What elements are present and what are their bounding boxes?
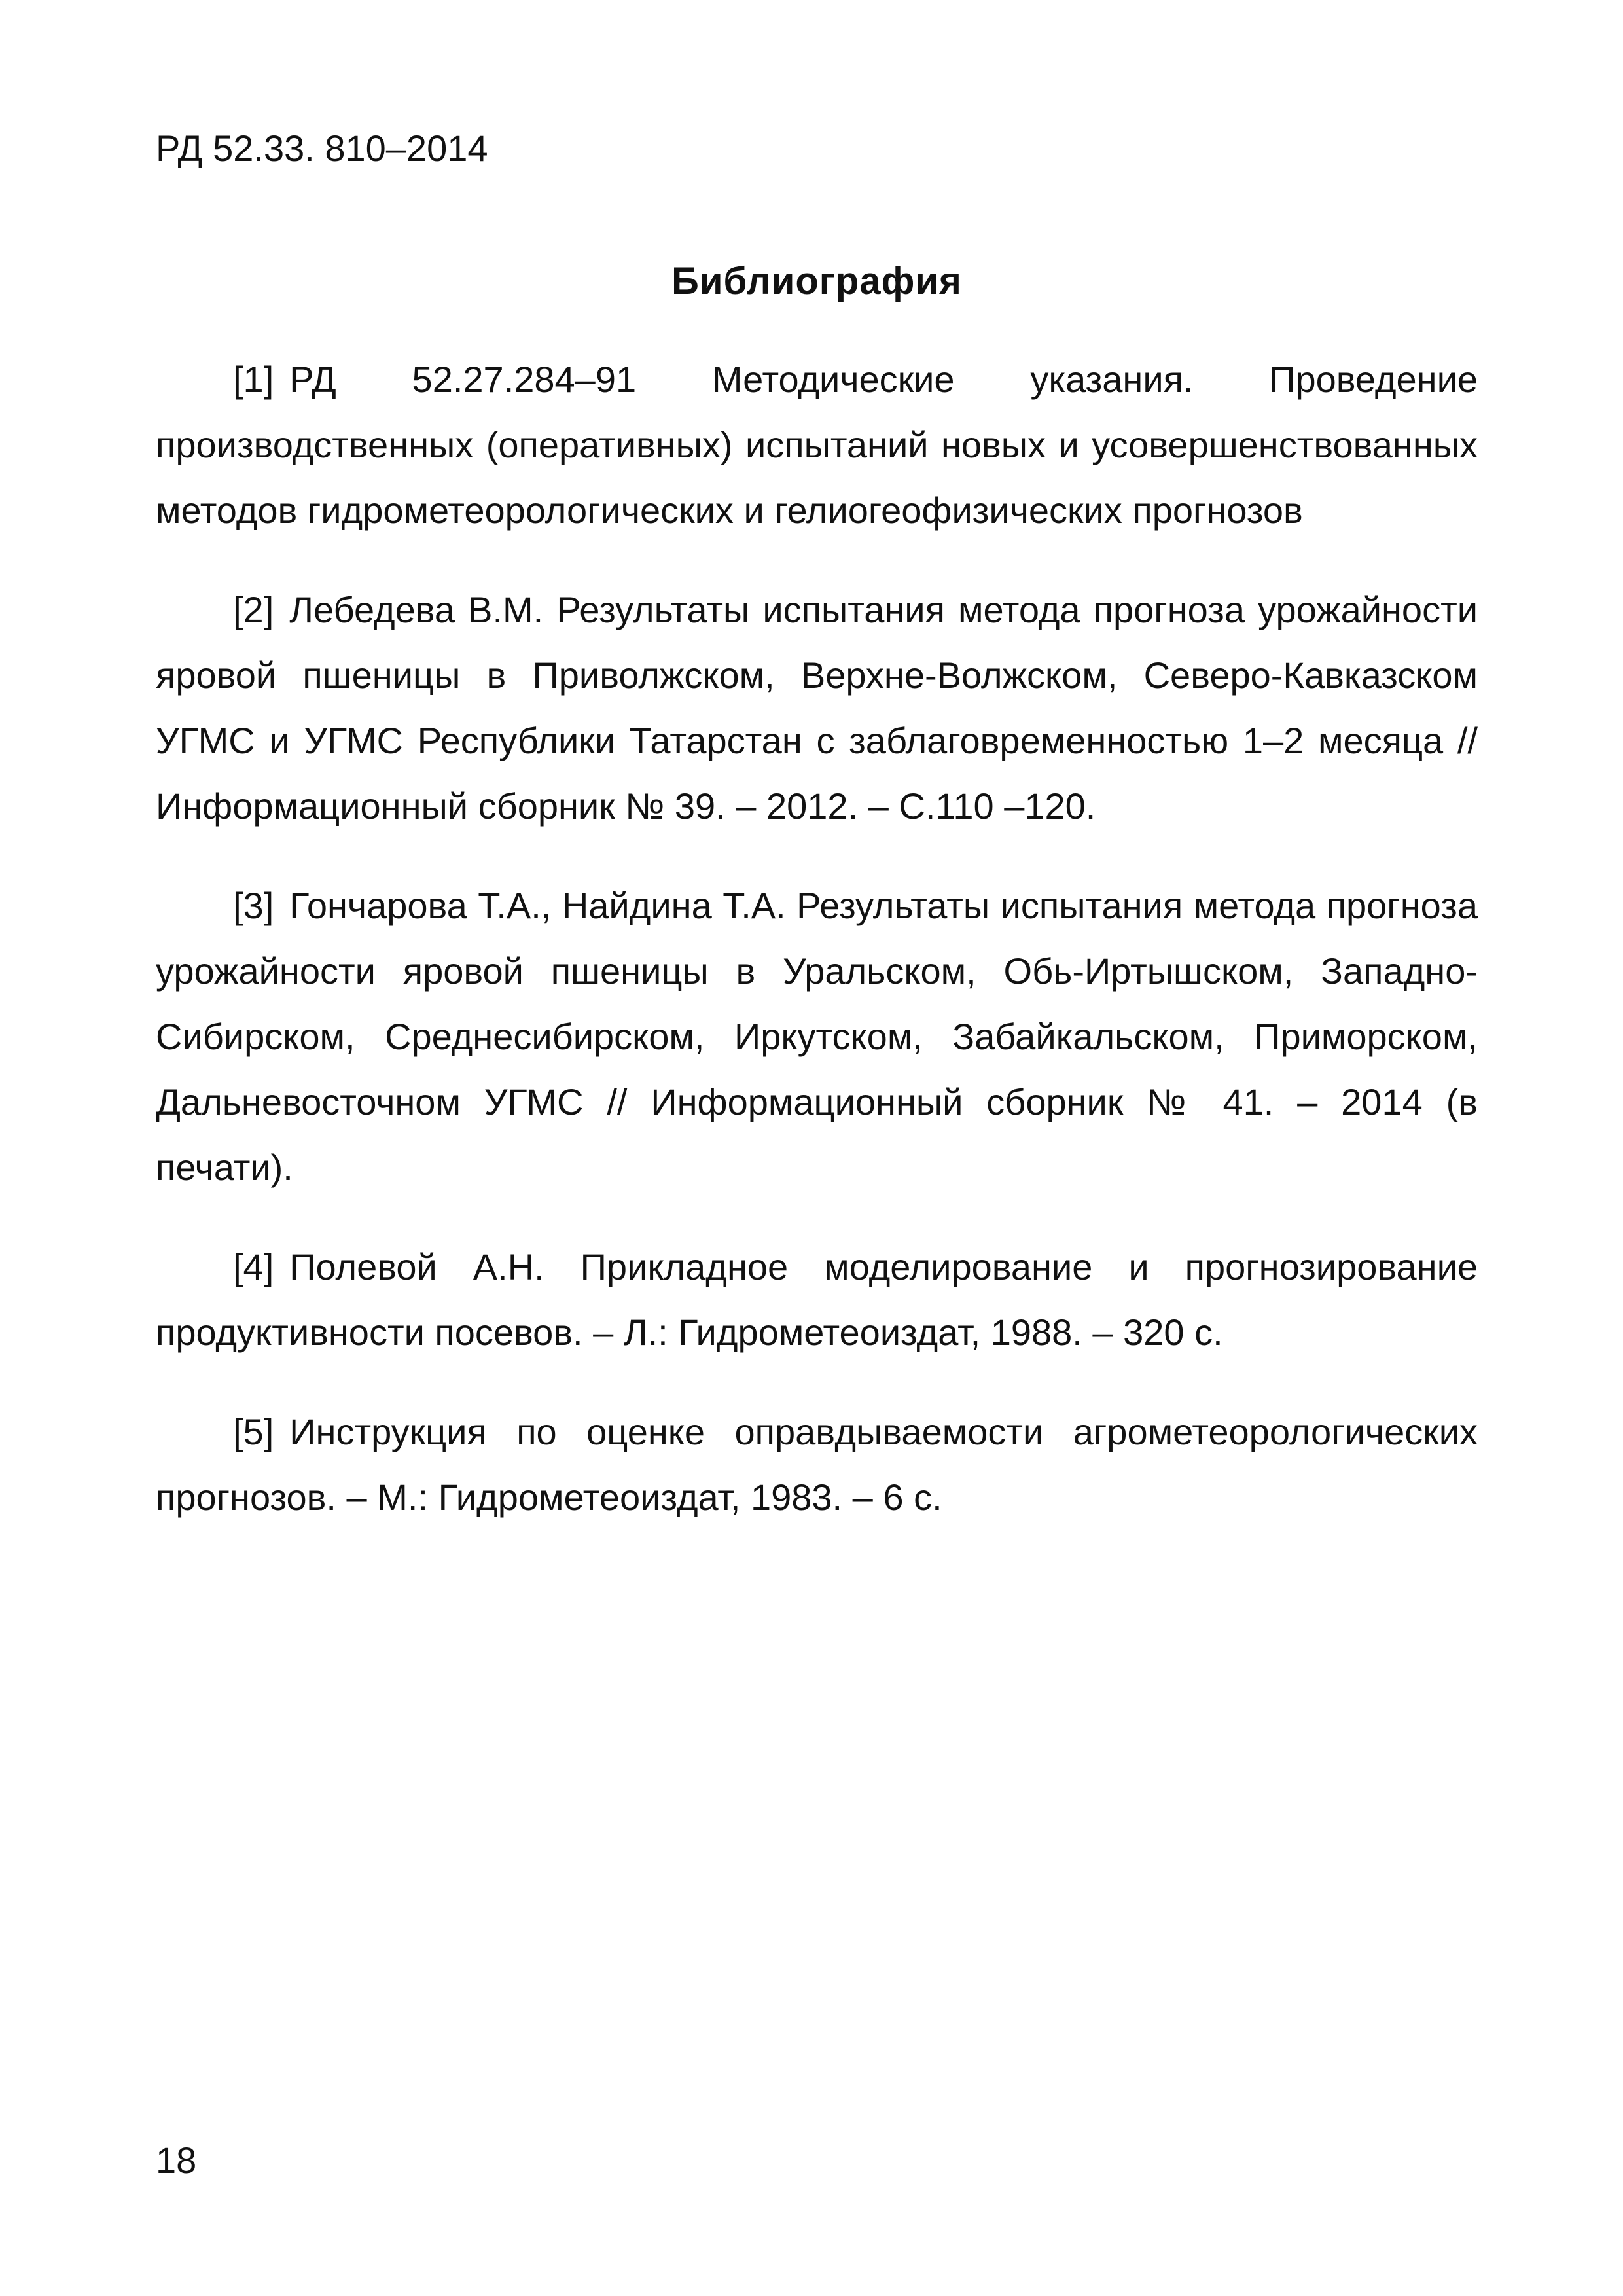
reference-number: [2] <box>233 589 274 630</box>
reference-text: РД 52.27.284–91 Методические указания. Проведение производственных (оперативных) испытаний новых и усовершенствованных методов гидрометеорологических и гелиогеофизических прогнозов <box>156 359 1478 531</box>
reference-item-3 <box>156 873 1478 1200</box>
reference-number: [1] <box>233 359 274 400</box>
reference-text: Гончарова Т.А., Найдина Т.А. Результаты испытания метода прогноза урожайности яровой пшеницы в Уральском, Обь-Иртышском, Западно-Сибирском, Среднесибирском, Иркутском, Забайкальском, Приморском, Дальневосточном УГМС // Информационный сборник № 41. – 2014 (в печати). <box>156 885 1478 1188</box>
page-number: 18 <box>156 2140 197 2181</box>
reference-item-4 <box>156 1234 1478 1365</box>
reference-item-1 <box>156 347 1478 543</box>
bibliography-title: Библиография <box>671 260 962 302</box>
reference-number: [3] <box>233 885 274 926</box>
reference-item-5 <box>156 1399 1478 1530</box>
document-code: РД 52.33. 810–2014 <box>156 128 488 169</box>
reference-item-2 <box>156 577 1478 839</box>
reference-text: Инструкция по оценке оправдываемости агрометеорологических прогнозов. – М.: Гидрометеоиздат, 1983. – 6 с. <box>156 1411 1478 1518</box>
reference-number: [4] <box>233 1246 274 1287</box>
reference-text: Лебедева В.М. Результаты испытания метода прогноза урожайности яровой пшеницы в Приволжском, Верхне-Волжском, Северо-Кавказском УГМС и УГМС Республики Татарстан с заблаговременностью 1–2 месяца // Информационный сборник № 39. – 2012. – С.110 –120. <box>156 589 1478 827</box>
reference-text: Полевой А.Н. Прикладное моделирование и прогнозирование продуктивности посевов. – Л.: Гидрометеоиздат, 1988. – 320 с. <box>156 1246 1478 1353</box>
reference-number: [5] <box>233 1411 274 1452</box>
reference-list <box>156 347 1478 1564</box>
